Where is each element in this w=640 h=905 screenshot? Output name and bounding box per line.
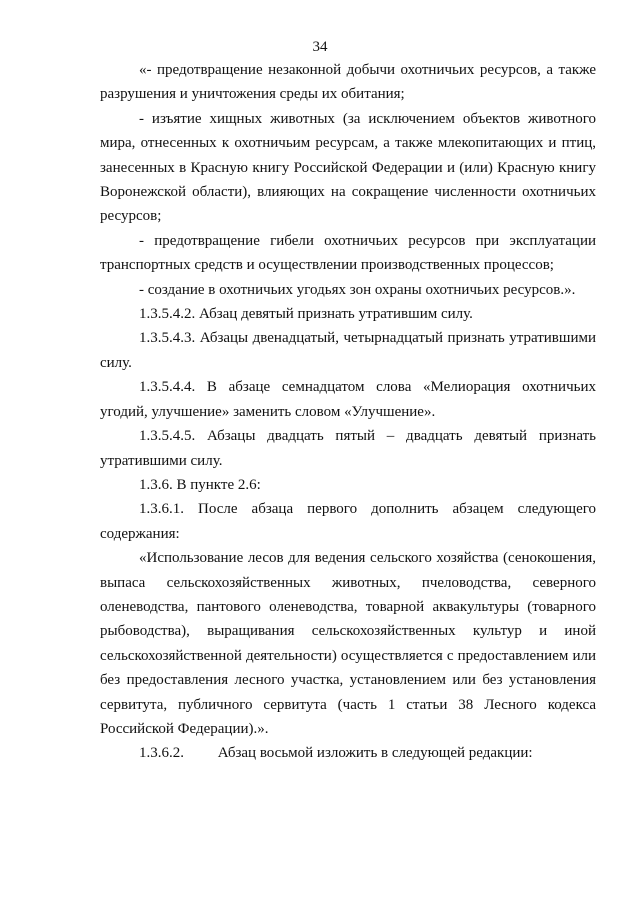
clause-text: Абзац восьмой изложить в следующей редакции: bbox=[217, 745, 533, 762]
clause-number: 1.3.6.1. bbox=[139, 501, 184, 518]
document-body bbox=[100, 58, 596, 766]
paragraph-1-3-5-4-4: 1.3.5.4.4. В абзаце семнадцатом слова «Мелиорация охотничьих угодий, улучшение» заменить словом «Улучшение». bbox=[100, 379, 596, 420]
clause-text: После абзаца первого дополнить абзацем следующего содержания: bbox=[100, 501, 597, 542]
paragraph-1-3-5-4-5: 1.3.5.4.5. Абзацы двадцать пятый – двадцать девятый признать утратившими силу. bbox=[100, 428, 596, 469]
paragraph-1-3-5-4-3: 1.3.5.4.3. Абзацы двенадцатый, четырнадцатый признать утратившими силу. bbox=[100, 330, 596, 371]
clause-number: 1.3.6.2. bbox=[139, 745, 184, 762]
paragraph-forest-agriculture: «Использование лесов для ведения сельского хозяйства (сенокошения, выпаса сельскохозяйственных животных, пчеловодства, северного оленеводства, пантового оленеводства, товарной аквакультуры (товарного рыбоводства), выращивания сельскохозяйственных культур и иной сельскохозяйственной деятельности) осуществляется с предоставлением или без предоставления лесного участка, установлением или без установления сервитута, публичного сервитута (часть 1 статьи 38 Лесного кодекса Российской Федерации).». bbox=[100, 550, 596, 737]
paragraph-1-3-6-2 bbox=[100, 741, 596, 765]
paragraph-predator-removal: - изъятие хищных животных (за исключением объектов животного мира, отнесенных к охотничьим ресурсам, а также млекопитающих и птиц, занесенных в Красную книгу Российской Федерации и (или) Красную книгу Воронежской области), влияющих на сокращение численности охотничьих ресурсов; bbox=[100, 110, 596, 225]
paragraph-1-3-5-4-2: 1.3.5.4.2. Абзац девятый признать утратившим силу. bbox=[139, 306, 473, 323]
page-number: 34 bbox=[312, 39, 328, 55]
paragraph-protection-zones: - создание в охотничьих угодьях зон охраны охотничьих ресурсов.». bbox=[139, 281, 576, 298]
paragraph-1-3-6-1 bbox=[100, 497, 596, 546]
paragraph-hunting-prevention: «- предотвращение незаконной добычи охотничьих ресурсов, а также разрушения и уничтожения среды их обитания; bbox=[100, 62, 596, 103]
paragraph-transport-protection: - предотвращение гибели охотничьих ресурсов при эксплуатации транспортных средств и осуществлении производственных процессов; bbox=[100, 232, 596, 274]
paragraph-1-3-6: 1.3.6. В пункте 2.6: bbox=[139, 476, 261, 493]
